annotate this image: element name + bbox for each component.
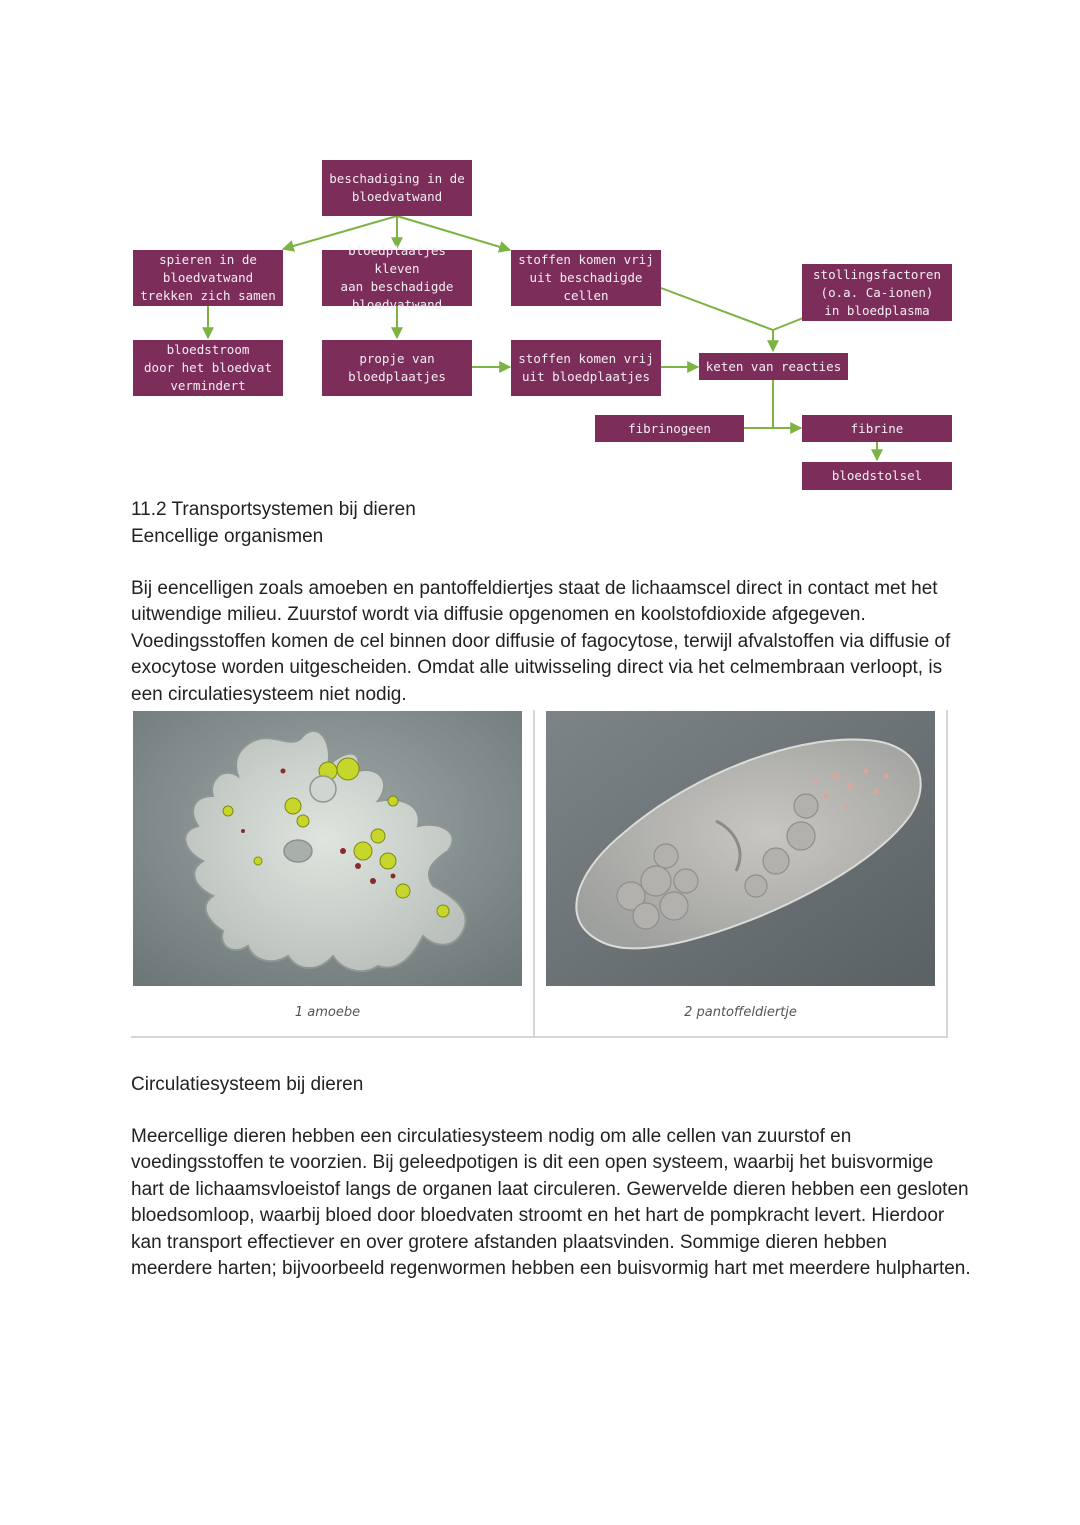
node-fibrinogen: fibrinogeen	[595, 415, 744, 442]
figure-frame	[131, 710, 948, 1038]
node-chain: keten van reacties	[699, 353, 848, 380]
section-subtitle: Eencellige organismen	[131, 526, 324, 547]
paragraph-circulation: Meercellige dieren hebben een circulatiesysteem nodig om alle cellen van zuurstof en voedingsstoffen te voorzien. Bij geleedpotigen is dit een open systeem, waarbij het buisvormige hart de lichaamsvloeistof langs de organen laat circuleren. Gewervelde dieren hebben een gesloten bloedsomloop, waarbij bloed door bloedvaten stroomt en het hart de pompkracht levert. Hierdoor kan transport effectiever en over grotere afstanden plaatsvinden. Sommige dieren hebben meerdere harten; bijvoorbeeld regenwormen hebben een buisvormig hart met meerdere hulpharten.	[131, 1126, 971, 1280]
caption-paramecium: 2 pantoffeldiertje	[684, 1005, 797, 1020]
node-damage: beschadiging in de bloedvatwand	[322, 160, 472, 216]
line-substances-merge	[661, 288, 773, 330]
node-bloodflow: bloedstroom door het bloedvat vermindert	[133, 340, 283, 396]
paramecium-photo	[546, 711, 935, 986]
section2-title: Circulatiesysteem bij dieren	[131, 1074, 364, 1095]
node-clotting-factors: stollingsfactoren (o.a. Ca-ionen) in bloedplasma	[802, 264, 952, 321]
node-clot: bloedstolsel	[802, 462, 952, 490]
caption-amoeba: 1 amoebe	[294, 1005, 361, 1020]
node-substances-platelets: stoffen komen vrij uit bloedplaatjes	[511, 340, 661, 396]
node-muscles: spieren in de bloedvatwand trekken zich samen	[133, 250, 283, 306]
node-plug: propje van bloedplaatjes	[322, 340, 472, 396]
node-platelets-stick: bloedplaatjes kleven aan beschadigde bloedvatwand	[322, 250, 472, 306]
line-clotting-merge	[773, 318, 803, 330]
node-fibrin: fibrine	[802, 415, 952, 442]
section-title: 11.2 Transportsystemen bij dieren	[131, 499, 416, 520]
paragraph-unicellular: Bij eencelligen zoals amoeben en pantoffeldiertjes staat de lichaamscel direct in contact met het uitwendige milieu. Zuurstof wordt via diffusie opgenomen en koolstofdioxide afgegeven. Voedingsstoffen komen de cel binnen door diffusie of fagocytose, terwijl afvalstoffen via diffusie of exocytose worden uitgescheiden. Omdat alle uitwisseling direct via het celmembraan verloopt, is een circulatiesysteem niet nodig.	[131, 578, 951, 705]
node-substances-cells: stoffen komen vrij uit beschadigde cellen	[511, 250, 661, 306]
amoeba-photo	[133, 711, 522, 986]
